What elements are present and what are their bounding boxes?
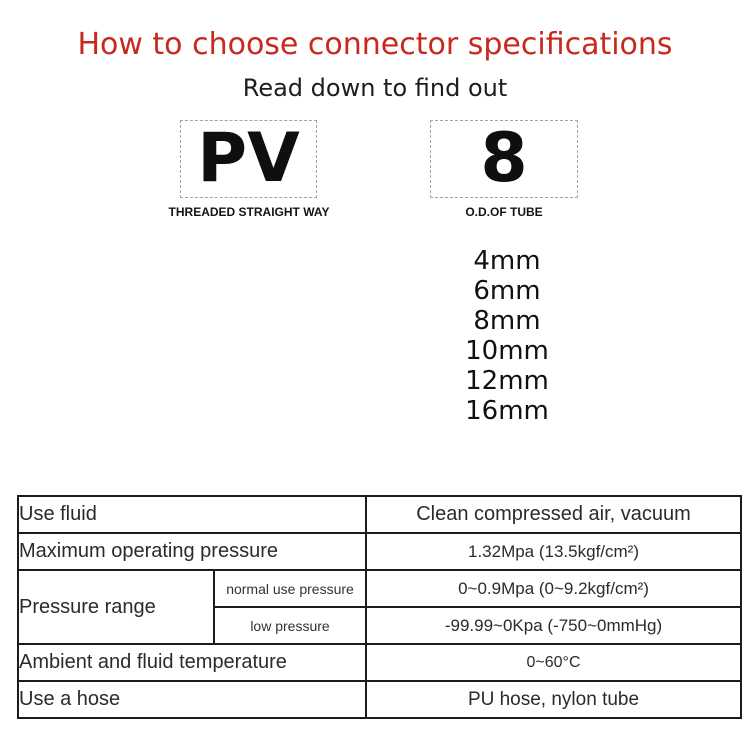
spec-use-fluid-value: Clean compressed air, vacuum <box>366 496 741 533</box>
tube-size-option: 12mm <box>465 366 549 396</box>
spec-low-pressure-sublabel: low pressure <box>214 607 366 644</box>
spec-max-pressure-label: Maximum operating pressure <box>18 533 366 570</box>
spec-max-pressure-value: 1.32Mpa (13.5kgf/cm²) <box>366 533 741 570</box>
spec-normal-pressure-value: 0~0.9Mpa (0~9.2kgf/cm²) <box>366 570 741 607</box>
spec-pressure-range-label: Pressure range <box>18 570 214 644</box>
tube-size-label: O.D.OF TUBE <box>465 205 543 219</box>
page-subtitle: Read down to find out <box>242 74 508 102</box>
spec-table <box>17 495 742 719</box>
tube-size-option: 16mm <box>465 396 549 426</box>
series-code-box <box>180 120 317 198</box>
tube-size-option: 6mm <box>473 276 541 306</box>
series-code: PV <box>197 119 300 198</box>
tube-size-option: 10mm <box>465 336 549 366</box>
spec-use-fluid-label: Use fluid <box>18 496 366 533</box>
series-code-label: THREADED STRAIGHT WAY <box>168 205 330 219</box>
spec-temperature-label: Ambient and fluid temperature <box>18 644 366 681</box>
spec-low-pressure-value: -99.99~0Kpa (-750~0mmHg) <box>366 607 741 644</box>
tube-size-option: 8mm <box>473 306 541 336</box>
table-row <box>18 496 741 533</box>
table-row <box>18 533 741 570</box>
spec-hose-label: Use a hose <box>18 681 366 718</box>
table-row <box>18 570 741 607</box>
table-row <box>18 681 741 718</box>
tube-size-options-list <box>465 246 549 426</box>
spec-normal-pressure-sublabel: normal use pressure <box>214 570 366 607</box>
tube-size-option: 4mm <box>473 246 541 276</box>
tube-size-code-box <box>430 120 578 198</box>
page-title: How to choose connector specifications <box>77 27 673 62</box>
spec-hose-value: PU hose, nylon tube <box>366 681 741 718</box>
tube-size-code: 8 <box>480 119 528 198</box>
table-row <box>18 644 741 681</box>
spec-temperature-value: 0~60°C <box>366 644 741 681</box>
